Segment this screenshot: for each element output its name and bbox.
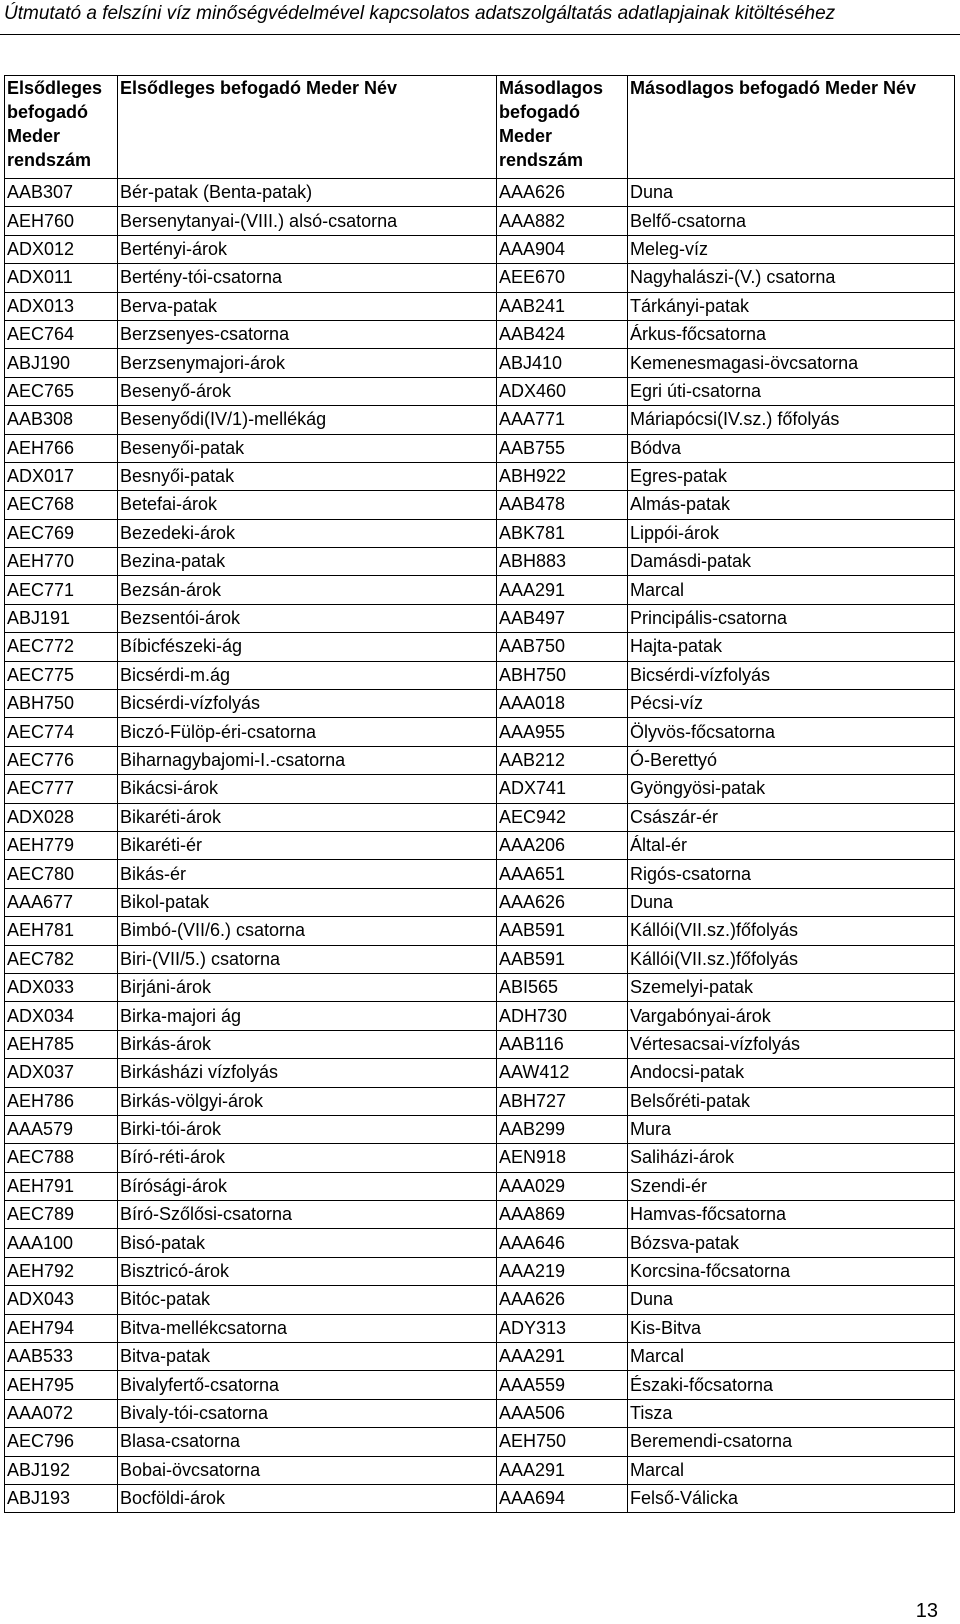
secondary-code-cell: AAB478 bbox=[497, 491, 628, 519]
secondary-code-cell: ABH922 bbox=[497, 462, 628, 490]
table-row bbox=[5, 803, 955, 831]
primary-code-cell: ADX013 bbox=[5, 292, 118, 320]
primary-name-cell: Bitóc-patak bbox=[118, 1286, 497, 1314]
table-body bbox=[5, 179, 955, 1513]
table-row bbox=[5, 264, 955, 292]
primary-code-cell: ABJ190 bbox=[5, 349, 118, 377]
primary-code-cell: AEC782 bbox=[5, 945, 118, 973]
table-row bbox=[5, 207, 955, 235]
secondary-code-cell: AAA651 bbox=[497, 860, 628, 888]
primary-code-cell: AAB533 bbox=[5, 1343, 118, 1371]
secondary-name-cell: Északi-főcsatorna bbox=[628, 1371, 955, 1399]
secondary-code-cell: AAA626 bbox=[497, 179, 628, 207]
primary-code-cell: ABJ193 bbox=[5, 1484, 118, 1512]
secondary-code-cell: AAA219 bbox=[497, 1257, 628, 1285]
primary-name-cell: Birka-majori ág bbox=[118, 1002, 497, 1030]
secondary-code-cell: AAA955 bbox=[497, 718, 628, 746]
secondary-code-cell: ABH727 bbox=[497, 1087, 628, 1115]
primary-name-cell: Bitva-patak bbox=[118, 1343, 497, 1371]
primary-name-cell: Bocföldi-árok bbox=[118, 1484, 497, 1512]
table-row bbox=[5, 1144, 955, 1172]
table-row bbox=[5, 1059, 955, 1087]
secondary-name-cell: Duna bbox=[628, 888, 955, 916]
primary-name-cell: Birkásházi vízfolyás bbox=[118, 1059, 497, 1087]
primary-name-cell: Bivaly-tói-csatorna bbox=[118, 1399, 497, 1427]
secondary-name-cell: Máriapócsi(IV.sz.) főfolyás bbox=[628, 406, 955, 434]
secondary-code-cell: AAA771 bbox=[497, 406, 628, 434]
table-row bbox=[5, 462, 955, 490]
primary-name-cell: Besenyői-patak bbox=[118, 434, 497, 462]
primary-name-cell: Betefai-árok bbox=[118, 491, 497, 519]
primary-code-cell: AAA579 bbox=[5, 1115, 118, 1143]
primary-name-cell: Bivalyfertő-csatorna bbox=[118, 1371, 497, 1399]
secondary-name-cell: Marcal bbox=[628, 1456, 955, 1484]
table-row bbox=[5, 973, 955, 1001]
secondary-name-cell: Belfő-csatorna bbox=[628, 207, 955, 235]
secondary-name-cell: Felső-Válicka bbox=[628, 1484, 955, 1512]
secondary-code-cell: AAB299 bbox=[497, 1115, 628, 1143]
secondary-name-cell: Bódva bbox=[628, 434, 955, 462]
primary-code-cell: ADX037 bbox=[5, 1059, 118, 1087]
secondary-code-cell: AAB424 bbox=[497, 320, 628, 348]
page-number: 13 bbox=[915, 1600, 938, 1622]
column-header: Elsődleges befogadó Meder rendszám bbox=[5, 76, 118, 179]
primary-name-cell: Besenyődi(IV/1)-mellékág bbox=[118, 406, 497, 434]
secondary-name-cell: Pécsi-víz bbox=[628, 690, 955, 718]
primary-name-cell: Bikaréti-árok bbox=[118, 803, 497, 831]
primary-code-cell: AEC771 bbox=[5, 576, 118, 604]
secondary-name-cell: Belsőréti-patak bbox=[628, 1087, 955, 1115]
primary-code-cell: AEH786 bbox=[5, 1087, 118, 1115]
table-row bbox=[5, 349, 955, 377]
table-row bbox=[5, 1428, 955, 1456]
secondary-code-cell: AAA206 bbox=[497, 831, 628, 859]
primary-name-cell: Birki-tói-árok bbox=[118, 1115, 497, 1143]
table-row bbox=[5, 1456, 955, 1484]
table-row bbox=[5, 831, 955, 859]
table-row bbox=[5, 406, 955, 434]
table-row bbox=[5, 860, 955, 888]
primary-code-cell: AEH760 bbox=[5, 207, 118, 235]
primary-code-cell: AEC788 bbox=[5, 1144, 118, 1172]
column-header: Elsődleges befogadó Meder Név bbox=[118, 76, 497, 179]
secondary-name-cell: Damásdi-patak bbox=[628, 548, 955, 576]
secondary-code-cell: AAB750 bbox=[497, 633, 628, 661]
secondary-code-cell: AEN918 bbox=[497, 1144, 628, 1172]
secondary-name-cell: Szendi-ér bbox=[628, 1172, 955, 1200]
secondary-code-cell: AAA626 bbox=[497, 888, 628, 916]
primary-code-cell: ADX028 bbox=[5, 803, 118, 831]
primary-name-cell: Bér-patak (Benta-patak) bbox=[118, 179, 497, 207]
primary-name-cell: Berzsenyes-csatorna bbox=[118, 320, 497, 348]
secondary-name-cell: Hamvas-főcsatorna bbox=[628, 1201, 955, 1229]
secondary-name-cell: Meleg-víz bbox=[628, 235, 955, 263]
secondary-code-cell: AAB212 bbox=[497, 746, 628, 774]
table-row bbox=[5, 1314, 955, 1342]
table-row bbox=[5, 235, 955, 263]
table-row bbox=[5, 1343, 955, 1371]
primary-code-cell: AEC774 bbox=[5, 718, 118, 746]
primary-code-cell: AEC775 bbox=[5, 661, 118, 689]
primary-code-cell: AAA072 bbox=[5, 1399, 118, 1427]
secondary-code-cell: AAA018 bbox=[497, 690, 628, 718]
secondary-code-cell: AAA291 bbox=[497, 1456, 628, 1484]
primary-code-cell: ADX011 bbox=[5, 264, 118, 292]
primary-code-cell: AEH791 bbox=[5, 1172, 118, 1200]
primary-name-cell: Bezsentói-árok bbox=[118, 604, 497, 632]
primary-name-cell: Bersenytanyai-(VIII.) alsó-csatorna bbox=[118, 207, 497, 235]
table-row bbox=[5, 320, 955, 348]
secondary-name-cell: Rigós-csatorna bbox=[628, 860, 955, 888]
primary-code-cell: AEC777 bbox=[5, 775, 118, 803]
secondary-code-cell: ADY313 bbox=[497, 1314, 628, 1342]
data-table bbox=[4, 75, 955, 1513]
primary-name-cell: Bezsán-árok bbox=[118, 576, 497, 604]
table-header-row bbox=[5, 76, 955, 179]
table-row bbox=[5, 1257, 955, 1285]
primary-code-cell: AAB307 bbox=[5, 179, 118, 207]
primary-code-cell: AEH770 bbox=[5, 548, 118, 576]
primary-code-cell: ADX017 bbox=[5, 462, 118, 490]
table-row bbox=[5, 434, 955, 462]
primary-name-cell: Bíró-Szőlősi-csatorna bbox=[118, 1201, 497, 1229]
secondary-code-cell: AAA291 bbox=[497, 1343, 628, 1371]
secondary-name-cell: Egri úti-csatorna bbox=[628, 377, 955, 405]
secondary-name-cell: Andocsi-patak bbox=[628, 1059, 955, 1087]
primary-code-cell: AEC796 bbox=[5, 1428, 118, 1456]
secondary-name-cell: Saliházi-árok bbox=[628, 1144, 955, 1172]
table-row bbox=[5, 604, 955, 632]
primary-code-cell: AEC789 bbox=[5, 1201, 118, 1229]
secondary-code-cell: AAB755 bbox=[497, 434, 628, 462]
secondary-code-cell: AAA694 bbox=[497, 1484, 628, 1512]
primary-name-cell: Birkás-árok bbox=[118, 1030, 497, 1058]
primary-name-cell: Biri-(VII/5.) csatorna bbox=[118, 945, 497, 973]
primary-code-cell: AEC765 bbox=[5, 377, 118, 405]
secondary-code-cell: AAB116 bbox=[497, 1030, 628, 1058]
primary-code-cell: ABJ192 bbox=[5, 1456, 118, 1484]
primary-code-cell: ABJ191 bbox=[5, 604, 118, 632]
primary-name-cell: Besenyő-árok bbox=[118, 377, 497, 405]
primary-name-cell: Berzsenymajori-árok bbox=[118, 349, 497, 377]
primary-code-cell: AEC764 bbox=[5, 320, 118, 348]
table-row bbox=[5, 775, 955, 803]
table-row bbox=[5, 1087, 955, 1115]
secondary-code-cell: AAA869 bbox=[497, 1201, 628, 1229]
secondary-code-cell: AAB591 bbox=[497, 945, 628, 973]
secondary-name-cell: Gyöngyösi-patak bbox=[628, 775, 955, 803]
primary-name-cell: Bírósági-árok bbox=[118, 1172, 497, 1200]
secondary-code-cell: AAA882 bbox=[497, 207, 628, 235]
secondary-name-cell: Császár-ér bbox=[628, 803, 955, 831]
primary-code-cell: ABH750 bbox=[5, 690, 118, 718]
column-header: Másodlagos befogadó Meder rendszám bbox=[497, 76, 628, 179]
secondary-code-cell: AAB497 bbox=[497, 604, 628, 632]
secondary-name-cell: Kállói(VII.sz.)főfolyás bbox=[628, 917, 955, 945]
secondary-code-cell: ABI565 bbox=[497, 973, 628, 1001]
secondary-code-cell: ABH750 bbox=[497, 661, 628, 689]
table-row bbox=[5, 1399, 955, 1427]
primary-code-cell: AEH766 bbox=[5, 434, 118, 462]
secondary-name-cell: Lippói-árok bbox=[628, 519, 955, 547]
primary-code-cell: AEC772 bbox=[5, 633, 118, 661]
secondary-name-cell: Kis-Bitva bbox=[628, 1314, 955, 1342]
table-row bbox=[5, 1371, 955, 1399]
primary-code-cell: AEC776 bbox=[5, 746, 118, 774]
table-row bbox=[5, 1484, 955, 1512]
secondary-name-cell: Korcsina-főcsatorna bbox=[628, 1257, 955, 1285]
primary-name-cell: Bitva-mellékcsatorna bbox=[118, 1314, 497, 1342]
secondary-name-cell: Által-ér bbox=[628, 831, 955, 859]
primary-name-cell: Bíbicfészeki-ág bbox=[118, 633, 497, 661]
primary-name-cell: Bikás-ér bbox=[118, 860, 497, 888]
primary-name-cell: Bezedeki-árok bbox=[118, 519, 497, 547]
primary-code-cell: AEH781 bbox=[5, 917, 118, 945]
secondary-code-cell: AAA506 bbox=[497, 1399, 628, 1427]
table-row bbox=[5, 1030, 955, 1058]
primary-name-cell: Birjáni-árok bbox=[118, 973, 497, 1001]
secondary-name-cell: Kállói(VII.sz.)főfolyás bbox=[628, 945, 955, 973]
primary-code-cell: AEC768 bbox=[5, 491, 118, 519]
table-row bbox=[5, 1286, 955, 1314]
table-row bbox=[5, 888, 955, 916]
table-row bbox=[5, 690, 955, 718]
table-row bbox=[5, 1115, 955, 1143]
secondary-name-cell: Kemenesmagasi-övcsatorna bbox=[628, 349, 955, 377]
secondary-name-cell: Vargabónyai-árok bbox=[628, 1002, 955, 1030]
secondary-name-cell: Bózsva-patak bbox=[628, 1229, 955, 1257]
title-underline bbox=[0, 34, 960, 35]
primary-code-cell: AEH794 bbox=[5, 1314, 118, 1342]
secondary-code-cell: AEC942 bbox=[497, 803, 628, 831]
table-row bbox=[5, 292, 955, 320]
secondary-code-cell: AEE670 bbox=[497, 264, 628, 292]
table-row bbox=[5, 661, 955, 689]
secondary-code-cell: AAA029 bbox=[497, 1172, 628, 1200]
primary-code-cell: AEH779 bbox=[5, 831, 118, 859]
secondary-code-cell: ABJ410 bbox=[497, 349, 628, 377]
primary-name-cell: Bimbó-(VII/6.) csatorna bbox=[118, 917, 497, 945]
primary-code-cell: AAB308 bbox=[5, 406, 118, 434]
secondary-name-cell: Ó-Berettyó bbox=[628, 746, 955, 774]
secondary-code-cell: ABK781 bbox=[497, 519, 628, 547]
table-row bbox=[5, 945, 955, 973]
primary-name-cell: Bikol-patak bbox=[118, 888, 497, 916]
primary-code-cell: AEC769 bbox=[5, 519, 118, 547]
primary-code-cell: AEC780 bbox=[5, 860, 118, 888]
secondary-code-cell: AEH750 bbox=[497, 1428, 628, 1456]
primary-name-cell: Bikaréti-ér bbox=[118, 831, 497, 859]
column-header: Másodlagos befogadó Meder Név bbox=[628, 76, 955, 179]
primary-code-cell: AEH792 bbox=[5, 1257, 118, 1285]
secondary-code-cell: ADH730 bbox=[497, 1002, 628, 1030]
table-row bbox=[5, 519, 955, 547]
secondary-name-cell: Tárkányi-patak bbox=[628, 292, 955, 320]
secondary-name-cell: Egres-patak bbox=[628, 462, 955, 490]
secondary-name-cell: Duna bbox=[628, 1286, 955, 1314]
secondary-name-cell: Mura bbox=[628, 1115, 955, 1143]
secondary-name-cell: Vértesacsai-vízfolyás bbox=[628, 1030, 955, 1058]
table-row bbox=[5, 1201, 955, 1229]
primary-name-cell: Bisztricó-árok bbox=[118, 1257, 497, 1285]
primary-name-cell: Bíró-réti-árok bbox=[118, 1144, 497, 1172]
primary-name-cell: Besnyői-patak bbox=[118, 462, 497, 490]
secondary-code-cell: AAB591 bbox=[497, 917, 628, 945]
secondary-name-cell: Bicsérdi-vízfolyás bbox=[628, 661, 955, 689]
primary-code-cell: AAA100 bbox=[5, 1229, 118, 1257]
table-row bbox=[5, 633, 955, 661]
primary-code-cell: AEH795 bbox=[5, 1371, 118, 1399]
secondary-code-cell: ABH883 bbox=[497, 548, 628, 576]
secondary-name-cell: Duna bbox=[628, 179, 955, 207]
primary-name-cell: Bikácsi-árok bbox=[118, 775, 497, 803]
table-row bbox=[5, 718, 955, 746]
primary-name-cell: Biczó-Fülöp-éri-csatorna bbox=[118, 718, 497, 746]
primary-name-cell: Bezina-patak bbox=[118, 548, 497, 576]
secondary-name-cell: Ölyvös-főcsatorna bbox=[628, 718, 955, 746]
table-row bbox=[5, 917, 955, 945]
secondary-name-cell: Beremendi-csatorna bbox=[628, 1428, 955, 1456]
secondary-code-cell: AAA291 bbox=[497, 576, 628, 604]
primary-code-cell: ADX033 bbox=[5, 973, 118, 1001]
primary-code-cell: ADX034 bbox=[5, 1002, 118, 1030]
table-row bbox=[5, 179, 955, 207]
primary-name-cell: Bertény-tói-csatorna bbox=[118, 264, 497, 292]
secondary-name-cell: Árkus-főcsatorna bbox=[628, 320, 955, 348]
secondary-code-cell: AAA559 bbox=[497, 1371, 628, 1399]
secondary-code-cell: AAA626 bbox=[497, 1286, 628, 1314]
table-row bbox=[5, 548, 955, 576]
primary-name-cell: Bertényi-árok bbox=[118, 235, 497, 263]
primary-name-cell: Biharnagybajomi-I.-csatorna bbox=[118, 746, 497, 774]
table-row bbox=[5, 1229, 955, 1257]
table-row bbox=[5, 746, 955, 774]
primary-code-cell: ADX012 bbox=[5, 235, 118, 263]
table-row bbox=[5, 491, 955, 519]
secondary-code-cell: AAA646 bbox=[497, 1229, 628, 1257]
secondary-name-cell: Hajta-patak bbox=[628, 633, 955, 661]
secondary-code-cell: AAW412 bbox=[497, 1059, 628, 1087]
primary-name-cell: Berva-patak bbox=[118, 292, 497, 320]
primary-name-cell: Bicsérdi-m.ág bbox=[118, 661, 497, 689]
secondary-name-cell: Szemelyi-patak bbox=[628, 973, 955, 1001]
table-row bbox=[5, 1002, 955, 1030]
table-row bbox=[5, 1172, 955, 1200]
secondary-code-cell: ADX460 bbox=[497, 377, 628, 405]
secondary-code-cell: AAB241 bbox=[497, 292, 628, 320]
document-title: Útmutató a felszíni víz minőségvédelmével kapcsolatos adatszolgáltatás adatlapjainak kitöltéséhez bbox=[4, 3, 836, 24]
secondary-name-cell: Almás-patak bbox=[628, 491, 955, 519]
primary-name-cell: Blasa-csatorna bbox=[118, 1428, 497, 1456]
primary-code-cell: AAA677 bbox=[5, 888, 118, 916]
secondary-code-cell: AAA904 bbox=[497, 235, 628, 263]
table-row bbox=[5, 377, 955, 405]
table-row bbox=[5, 576, 955, 604]
secondary-name-cell: Marcal bbox=[628, 1343, 955, 1371]
primary-name-cell: Bisó-patak bbox=[118, 1229, 497, 1257]
primary-name-cell: Birkás-völgyi-árok bbox=[118, 1087, 497, 1115]
primary-name-cell: Bobai-övcsatorna bbox=[118, 1456, 497, 1484]
secondary-name-cell: Tisza bbox=[628, 1399, 955, 1427]
secondary-code-cell: ADX741 bbox=[497, 775, 628, 803]
primary-name-cell: Bicsérdi-vízfolyás bbox=[118, 690, 497, 718]
primary-code-cell: ADX043 bbox=[5, 1286, 118, 1314]
primary-code-cell: AEH785 bbox=[5, 1030, 118, 1058]
secondary-name-cell: Principális-csatorna bbox=[628, 604, 955, 632]
secondary-name-cell: Nagyhalászi-(V.) csatorna bbox=[628, 264, 955, 292]
secondary-name-cell: Marcal bbox=[628, 576, 955, 604]
